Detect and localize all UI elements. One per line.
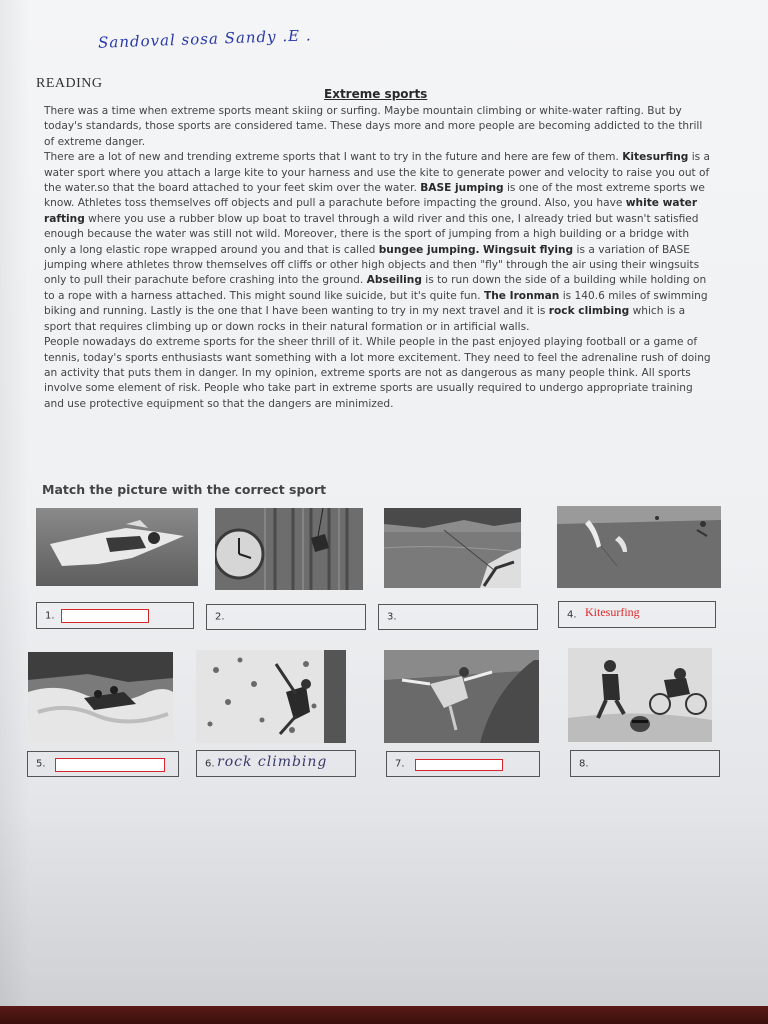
answer-field-7[interactable] bbox=[415, 759, 503, 771]
article-paragraph: People nowadays do extreme sports for the sheer thrill of it. While people in the past enjoyed playing football or a game of tennis, today's sports enthusiasts want something with a lot more excitement. They need to feel the adrenaline rush of doing an activity that puts them in danger. In my opinion, extreme sports are not as dangerous as many people think. All sports involve some element of risk. People who take part in extreme sports are usually required to undergo appropriate training and use protective equipment so that the dangers are minimized. bbox=[44, 336, 711, 410]
sport-term: Kitesurfing bbox=[622, 151, 689, 164]
bungee-jump-photo bbox=[384, 508, 521, 588]
typed-answer[interactable]: Kitesurfing bbox=[585, 605, 640, 619]
answer-number: 8. bbox=[579, 758, 589, 769]
handwritten-answer[interactable]: rock climbing bbox=[217, 754, 328, 770]
student-name: Sandoval sosa Sandy .E . bbox=[97, 26, 312, 52]
answer-box-1 bbox=[36, 602, 194, 629]
building-abseil-photo bbox=[215, 508, 363, 590]
wingsuit-photo bbox=[36, 508, 198, 586]
answer-number: 4. bbox=[567, 609, 577, 620]
answer-number: 5. bbox=[36, 758, 46, 770]
answer-box-3 bbox=[378, 604, 538, 630]
page-shadow bbox=[0, 0, 30, 1006]
sport-term: white water rafting bbox=[44, 197, 698, 225]
kitesurfing-photo bbox=[557, 506, 721, 588]
table-surface bbox=[0, 1006, 768, 1024]
answer-box-2 bbox=[206, 604, 366, 630]
answer-number: 1. bbox=[45, 610, 55, 621]
article-body bbox=[44, 104, 714, 412]
answer-number: 6. bbox=[205, 758, 215, 769]
sport-term: BASE jumping bbox=[420, 182, 504, 195]
rafting-photo bbox=[28, 652, 173, 742]
section-heading: READING bbox=[36, 76, 103, 91]
answer-field-5[interactable] bbox=[55, 758, 165, 772]
article-paragraph: There are a lot of new and trending extreme sports that I want to try in the future and here are few of them. Kitesurfing is a water sport where you attach a large kite to your harness and use the kite to generate power and velocity to raise you out of the water.so that the board attached to your feet skim over the water. BASE jumping is one of the most extreme sports we know. Athletes toss themselves off objects and pull a parachute before impacting the ground. Also, you have white water rafting where you use a rubber blow up boat to travel through a wild river and this one, I already tried but wasn't satisfied enough because the water was still not wild. Moreover, there is the sport of jumping from a high building or a bridge with only a long elastic rope wrapped around you and that is called bungee jumping. Wingsuit flying is a variation of BASE jumping where athletes throw themselves off cliffs or other high objects and then "fly" through the air using their wingsuits only to pull their parachute before crashing into the ground. Abseiling is to run down the side of a building while holding on to a rope with a harness attached. This might sound like suicide, but it's quite fun. The Ironman is 140.6 miles of swimming biking and running. Lastly is the one that I have been wanting to try in my next travel and it is rock climbing which is a sport that requires climbing up or down rocks in their natural formation or in artificial walls. bbox=[44, 151, 711, 333]
sport-term: rock climbing bbox=[548, 305, 630, 318]
base-jump-photo bbox=[384, 650, 539, 743]
article-title: Extreme sports bbox=[324, 87, 428, 101]
rock-climbing-photo bbox=[196, 650, 346, 743]
sport-term: Abseiling bbox=[366, 274, 422, 287]
answer-box-7 bbox=[386, 751, 540, 777]
answer-number: 2. bbox=[215, 611, 225, 623]
answer-box-5 bbox=[27, 751, 179, 777]
answer-box-6 bbox=[196, 750, 356, 777]
answer-number: 3. bbox=[387, 611, 397, 623]
answer-number: 7. bbox=[395, 758, 405, 770]
sport-term: bungee jumping. bbox=[378, 243, 480, 256]
ironman-photo bbox=[568, 648, 712, 742]
sport-term: The Ironman bbox=[483, 289, 560, 302]
answer-field-1[interactable] bbox=[61, 609, 149, 623]
sport-term: Wingsuit flying bbox=[482, 243, 574, 256]
answer-box-8 bbox=[570, 750, 720, 777]
article-paragraph: There was a time when extreme sports meant skiing or surfing. Maybe mountain climbing or white-water rafting. But by today's standards, those sports are considered tame. These days more and more people are becoming addicted to the thrill of extreme danger. bbox=[44, 105, 703, 148]
exercise-heading: Match the picture with the correct sport bbox=[42, 482, 327, 497]
answer-box-4 bbox=[558, 601, 716, 628]
